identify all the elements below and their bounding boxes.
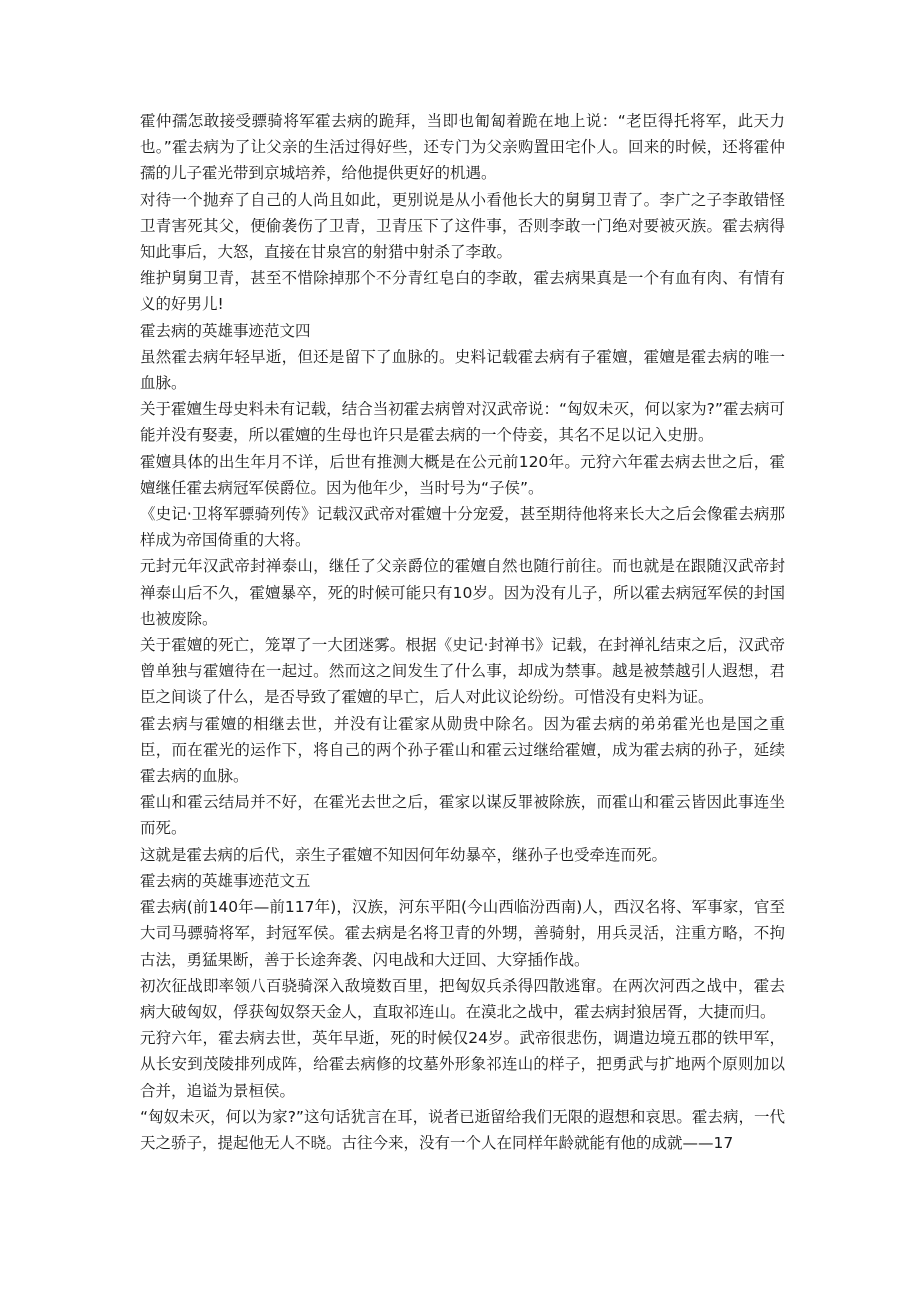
paragraph: 初次征战即率领八百骁骑深入敌境数百里，把匈奴兵杀得四散逃窜。在两次河西之战中，霍去病大破匈奴，俘获匈奴祭天金人，直取祁连山。在漠北之战中，霍去病封狼居胥，大捷而归。: [140, 976, 785, 1021]
paragraph: “匈奴未灭，何以为家?”这句话犹言在耳，说者已逝留给我们无限的遐想和哀思。霍去病，一代天之骄子，提起他无人不晓。古往今来，没有一个人在同样年龄就能有他的成就——17: [140, 1107, 785, 1152]
paragraph: 这就是霍去病的后代，亲生子霍嬗不知因何年幼暴卒，继孙子也受牵连而死。: [140, 845, 668, 864]
section-heading: 霍去病的英雄事迹范文四: [140, 321, 311, 340]
paragraph: 霍去病(前140年—前117年)，汉族，河东平阳(今山西临汾西南)人，西汉名将、军事家，官至大司马骠骑将军，封冠军侯。霍去病是名将卫青的外甥，善骑射，用兵灵活，注重方略，不拘古法，勇猛果断，善于长途奔袭、闪电战和大迂回、大穿插作战。: [140, 898, 785, 969]
document-page: [140, 108, 785, 1156]
paragraph: 关于霍嬗生母史料未有记载，结合当初霍去病曾对汉武帝说：“匈奴未灭，何以家为?”霍去病可能并没有娶妻，所以霍嬗的生母也许只是霍去病的一个侍妾，其名不足以记入史册。: [140, 400, 785, 445]
section-heading: 霍去病的英雄事迹范文五: [140, 871, 311, 890]
paragraph: 维护舅舅卫青，甚至不惜除掉那个不分青红皂白的李敢，霍去病果真是一个有血有肉、有情有义的好男儿!: [140, 269, 785, 314]
paragraph: 霍仲孺怎敢接受骠骑将军霍去病的跪拜，当即也匍匐着跪在地上说：“老臣得托将军，此天力也。”霍去病为了让父亲的生活过得好些，还专门为父亲购置田宅仆人。回来的时候，还将霍仲孺的儿子霍光带到京城培养，给他提供更好的机遇。: [140, 112, 785, 183]
paragraph: 霍嬗具体的出生年月不详，后世有推测大概是在公元前120年。元狩六年霍去病去世之后，霍嬗继任霍去病冠军侯爵位。因为他年少，当时号为“子侯”。: [140, 452, 785, 497]
paragraph: 对待一个抛弃了自己的人尚且如此，更别说是从小看他长大的舅舅卫青了。李广之子李敢错怪卫青害死其父，便偷袭伤了卫青，卫青压下了这件事，否则李敢一门绝对要被灭族。霍去病得知此事后，大怒，直接在甘泉宫的射猎中射杀了李敢。: [140, 190, 785, 262]
paragraph: 霍山和霍云结局并不好，在霍光去世之后，霍家以谋反罪被除族，而霍山和霍云皆因此事连坐而死。: [140, 793, 785, 838]
paragraph: 霍去病与霍嬗的相继去世，并没有让霍家从勋贵中除名。因为霍去病的弟弟霍光也是国之重臣，而在霍光的运作下，将自己的两个孙子霍山和霍云过继给霍嬗，成为霍去病的孙子，延续霍去病的血脉。: [140, 714, 785, 786]
paragraph: 《史记·卫将军骠骑列传》记载汉武帝对霍嬗十分宠爱，甚至期待他将来长大之后会像霍去病那样成为帝国倚重的大将。: [140, 505, 785, 550]
paragraph: 元狩六年，霍去病去世，英年早逝，死的时候仅24岁。武帝很悲伤，调遣边境五郡的铁甲军，从长安到茂陵排列成阵，给霍去病修的坟墓外形象祁连山的样子，把勇武与扩地两个原则加以合并，追谥为景桓侯。: [140, 1029, 785, 1100]
paragraph: 元封元年汉武帝封禅泰山，继任了父亲爵位的霍嬗自然也随行前往。而也就是在跟随汉武帝封禅泰山后不久，霍嬗暴卒，死的时候可能只有10岁。因为没有儿子，所以霍去病冠军侯的封国也被废除。: [140, 557, 785, 628]
paragraph: 虽然霍去病年轻早逝，但还是留下了血脉的。史料记载霍去病有子霍嬗，霍嬗是霍去病的唯一血脉。: [140, 347, 785, 393]
paragraph: 关于霍嬗的死亡，笼罩了一大团迷雾。根据《史记·封禅书》记载，在封禅礼结束之后，汉武帝曾单独与霍嬗待在一起过。然而这之间发生了什么事，却成为禁事。越是被禁越引人遐想，君臣之间谈了什么，是否导致了霍嬗的早亡，后人对此议论纷纷。可惜没有史料为证。: [140, 636, 785, 707]
